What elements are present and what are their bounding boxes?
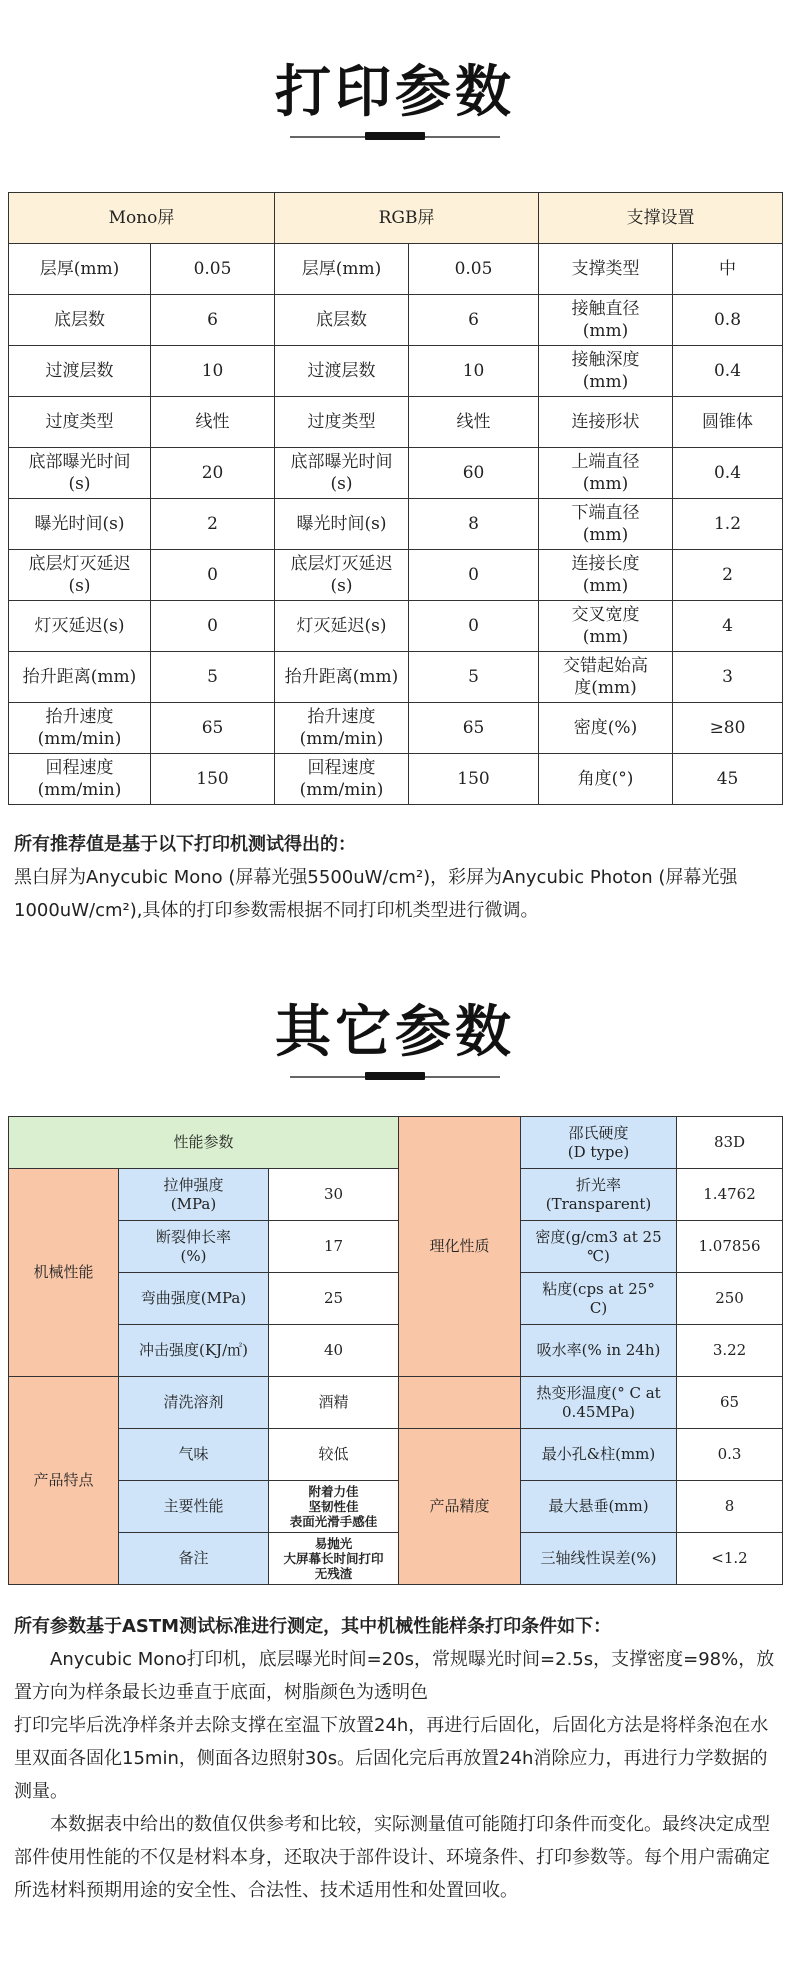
phys-value: 65: [677, 1377, 783, 1429]
feat-label: 备注: [119, 1533, 269, 1585]
prec-group-label: 产品精度: [399, 1429, 521, 1585]
param-label: 连接形状: [539, 397, 673, 448]
param-label: 层厚(mm): [9, 244, 151, 295]
param-value: 20: [151, 448, 275, 499]
param-value: 0: [151, 550, 275, 601]
param-label: 下端直径 (mm): [539, 499, 673, 550]
feat-value: 易抛光 大屏幕长时间打印 无残渣: [269, 1533, 399, 1585]
phys-value: 83D: [677, 1117, 783, 1169]
other-params-table: [8, 1116, 783, 1585]
phys-label: 粘度(cps at 25° C): [521, 1273, 677, 1325]
param-label: 交叉宽度 (mm): [539, 601, 673, 652]
table-row: [9, 754, 783, 805]
param-value: 5: [151, 652, 275, 703]
param-label: 连接长度 (mm): [539, 550, 673, 601]
other-note-heading: 所有参数基于ASTM测试标准进行测定，其中机械性能样条打印条件如下：: [14, 1616, 612, 1637]
param-value: 线性: [151, 397, 275, 448]
param-label: 底层数: [275, 295, 409, 346]
table-row: [9, 448, 783, 499]
param-value: 0.4: [673, 448, 783, 499]
feat-label: 气味: [119, 1429, 269, 1481]
feat-label: 清洗溶剂: [119, 1377, 269, 1429]
param-label: 过度类型: [9, 397, 151, 448]
param-label: 底层灯灭延迟 (s): [9, 550, 151, 601]
mech-label: 拉伸强度 (MPa): [119, 1169, 269, 1221]
phys-label: 折光率 (Transparent): [521, 1169, 677, 1221]
header-mono: Mono屏: [9, 193, 275, 244]
param-value: 0: [409, 601, 539, 652]
param-label: 灯灭延迟(s): [9, 601, 151, 652]
mech-value: 30: [269, 1169, 399, 1221]
other-note-p2: 打印完毕后洗净样条并去除支撑在室温下放置24h，再进行后固化，后固化方法是将样条泡在水里双面各固化15min，侧面各边照射30s。后固化完后再放置24h消除应力，再进行力学数据的测量。: [14, 1715, 769, 1802]
param-label: 接触深度 (mm): [539, 346, 673, 397]
prec-value: 0.3: [677, 1429, 783, 1481]
phys-label: 邵氏硬度 (D type): [521, 1117, 677, 1169]
param-value: 10: [151, 346, 275, 397]
param-label: 过度类型: [275, 397, 409, 448]
mech-value: 17: [269, 1221, 399, 1273]
table-row: [9, 703, 783, 754]
print-note-body: 黑白屏为Anycubic Mono (屏幕光强5500uW/cm²)，彩屏为Anycubic Photon (屏幕光强1000uW/cm²),具体的打印参数需根据不同打印机类型进行微调。: [14, 867, 738, 921]
param-label: 抬升速度 (mm/min): [9, 703, 151, 754]
param-label: 层厚(mm): [275, 244, 409, 295]
prec-label: 三轴线性误差(%): [521, 1533, 677, 1585]
param-value: 10: [409, 346, 539, 397]
param-label: 过渡层数: [275, 346, 409, 397]
prec-value: 8: [677, 1481, 783, 1533]
param-value: 5: [409, 652, 539, 703]
phys-value: 250: [677, 1273, 783, 1325]
feat-value: 酒精: [269, 1377, 399, 1429]
mech-label: 冲击强度(KJ/㎡): [119, 1325, 269, 1377]
mech-value: 40: [269, 1325, 399, 1377]
param-value: 65: [409, 703, 539, 754]
phys-label: 吸水率(% in 24h): [521, 1325, 677, 1377]
param-label: 接触直径 (mm): [539, 295, 673, 346]
mech-label: 弯曲强度(MPa): [119, 1273, 269, 1325]
param-value: 150: [151, 754, 275, 805]
table-row: [9, 397, 783, 448]
param-label: 抬升距离(mm): [9, 652, 151, 703]
param-label: 底部曝光时间 (s): [9, 448, 151, 499]
prec-value: <1.2: [677, 1533, 783, 1585]
table-row: [9, 601, 783, 652]
mech-label: 断裂伸长率 (%): [119, 1221, 269, 1273]
header-rgb: RGB屏: [275, 193, 539, 244]
param-value: 2: [673, 550, 783, 601]
param-label: 过渡层数: [9, 346, 151, 397]
param-value: 150: [409, 754, 539, 805]
param-value: 1.2: [673, 499, 783, 550]
feat-group-label: 产品特点: [9, 1377, 119, 1585]
param-value: 6: [409, 295, 539, 346]
phys-value: 1.4762: [677, 1169, 783, 1221]
feat-label: 主要性能: [119, 1481, 269, 1533]
phys-value: 3.22: [677, 1325, 783, 1377]
feat-value: 较低: [269, 1429, 399, 1481]
param-label: 上端直径 (mm): [539, 448, 673, 499]
param-label: 曝光时间(s): [275, 499, 409, 550]
title-bar: [365, 132, 425, 140]
param-value: 圆锥体: [673, 397, 783, 448]
param-value: 6: [151, 295, 275, 346]
param-value: 0: [151, 601, 275, 652]
param-value: ≥80: [673, 703, 783, 754]
table-row: [9, 499, 783, 550]
print-note: [14, 828, 778, 927]
table-row: [9, 550, 783, 601]
param-label: 角度(°): [539, 754, 673, 805]
table-row: [9, 295, 783, 346]
phys-value: 1.07856: [677, 1221, 783, 1273]
param-value: 0.05: [409, 244, 539, 295]
param-value: 65: [151, 703, 275, 754]
param-label: 密度(%): [539, 703, 673, 754]
param-value: 0.4: [673, 346, 783, 397]
param-value: 线性: [409, 397, 539, 448]
print-params-table: [8, 192, 783, 805]
section1-title: 打印参数: [275, 60, 515, 125]
section2-title: 其它参数: [275, 1000, 515, 1065]
param-label: 支撑类型: [539, 244, 673, 295]
param-label: 曝光时间(s): [9, 499, 151, 550]
param-label: 回程速度 (mm/min): [275, 754, 409, 805]
phys-group-label: 理化性质: [399, 1117, 521, 1377]
table-row: [9, 652, 783, 703]
perf-header: 性能参数: [9, 1117, 399, 1169]
other-note-p3: 本数据表中给出的数值仅供参考和比较，实际测量值可能随打印条件而变化。最终决定成型部件使用性能的不仅是材料本身，还取决于部件设计、环境条件、打印参数等。每个用户需确定所选材料预期用途的安全性、合法性、技术适用性和处置回收。: [14, 1814, 770, 1901]
param-value: 45: [673, 754, 783, 805]
param-label: 底部曝光时间 (s): [275, 448, 409, 499]
phys-label: 密度(g/cm3 at 25 ℃): [521, 1221, 677, 1273]
table-row: [9, 346, 783, 397]
prec-label: 最小孔&柱(mm): [521, 1429, 677, 1481]
param-value: 0: [409, 550, 539, 601]
mech-group-label: 机械性能: [9, 1169, 119, 1377]
print-note-heading: 所有推荐值是基于以下打印机测试得出的：: [14, 834, 356, 855]
feat-value: 附着力佳 坚韧性佳 表面光滑手感佳: [269, 1481, 399, 1533]
param-label: 灯灭延迟(s): [275, 601, 409, 652]
param-label: 回程速度 (mm/min): [9, 754, 151, 805]
other-note: [14, 1610, 778, 1907]
param-label: 底层灯灭延迟 (s): [275, 550, 409, 601]
title-bar: [365, 1072, 425, 1080]
header-support: 支撑设置: [539, 193, 783, 244]
phys-group-tail: [399, 1377, 521, 1429]
param-value: 中: [673, 244, 783, 295]
table-row: [9, 244, 783, 295]
param-label: 底层数: [9, 295, 151, 346]
param-value: 2: [151, 499, 275, 550]
phys-label: 热变形温度(° C at 0.45MPa): [521, 1377, 677, 1429]
table-header-row: [9, 193, 783, 244]
param-value: 0.05: [151, 244, 275, 295]
param-value: 0.8: [673, 295, 783, 346]
param-label: 交错起始高 度(mm): [539, 652, 673, 703]
param-value: 4: [673, 601, 783, 652]
param-value: 3: [673, 652, 783, 703]
param-label: 抬升距离(mm): [275, 652, 409, 703]
prec-label: 最大悬垂(mm): [521, 1481, 677, 1533]
other-note-p1: Anycubic Mono打印机，底层曝光时间=20s，常规曝光时间=2.5s，支撑密度=98%，放置方向为样条最长边垂直于底面，树脂颜色为透明色: [14, 1649, 775, 1703]
param-value: 60: [409, 448, 539, 499]
mech-value: 25: [269, 1273, 399, 1325]
param-label: 抬升速度 (mm/min): [275, 703, 409, 754]
param-value: 8: [409, 499, 539, 550]
